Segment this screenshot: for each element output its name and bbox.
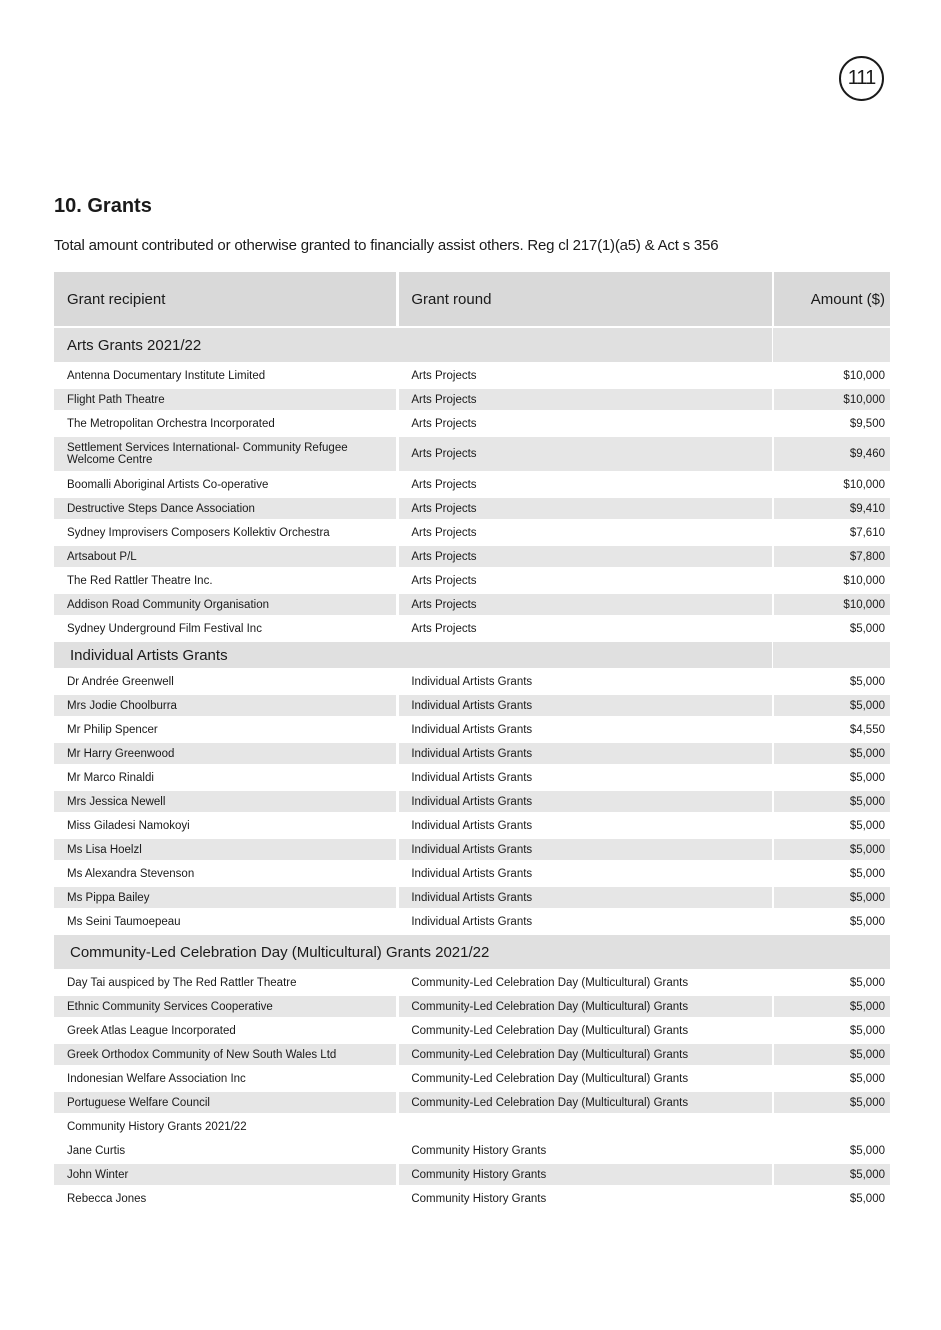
grant-round-cell: Arts Projects: [399, 365, 771, 386]
recipient-cell: Artsabout P/L: [54, 546, 396, 567]
table-row: [54, 1068, 890, 1089]
grant-round-cell: Community-Led Celebration Day (Multicultural) Grants: [399, 972, 771, 993]
amount-cell: $10,000: [774, 389, 890, 410]
table-row: [54, 972, 890, 993]
amount-cell: $9,410: [774, 498, 890, 519]
grant-round-cell: Community-Led Celebration Day (Multicultural) Grants: [399, 1020, 771, 1041]
table-row: [54, 1164, 890, 1185]
grant-round-cell: Individual Artists Grants: [399, 839, 771, 860]
grant-round-cell: Individual Artists Grants: [399, 887, 771, 908]
grant-round-cell: Individual Artists Grants: [399, 791, 771, 812]
section-amount-blank: [773, 642, 890, 668]
table-row: [54, 570, 890, 591]
amount-cell: $5,000: [774, 972, 890, 993]
recipient-cell: Portuguese Welfare Council: [54, 1092, 396, 1113]
section-row-community: [54, 935, 890, 969]
recipient-cell: Sydney Improvisers Composers Kollektiv Orchestra: [54, 522, 396, 543]
recipient-cell: Miss Giladesi Namokoyi: [54, 815, 396, 836]
amount-cell: $5,000: [774, 887, 890, 908]
table-row: [54, 863, 890, 884]
amount-cell: $5,000: [774, 1092, 890, 1113]
table-row: [54, 1020, 890, 1041]
table-row: [54, 671, 890, 692]
amount-cell: $7,610: [774, 522, 890, 543]
section-row-arts: [54, 328, 890, 362]
table-row: [54, 996, 890, 1017]
grant-round-cell: Community-Led Celebration Day (Multicultural) Grants: [399, 1068, 771, 1089]
amount-cell: $5,000: [774, 1164, 890, 1185]
amount-cell: $5,000: [774, 671, 890, 692]
page-number: 111: [847, 67, 876, 89]
amount-cell: $5,000: [774, 911, 890, 932]
section-description: Total amount contributed or otherwise granted to financially assist others. Reg cl 217(1)(a5) & Act s 356: [54, 237, 719, 254]
amount-cell: $5,000: [774, 1188, 890, 1209]
recipient-cell: Mr Marco Rinaldi: [54, 767, 396, 788]
grant-round-cell: Individual Artists Grants: [399, 719, 771, 740]
grant-round-cell: Arts Projects: [399, 618, 771, 639]
recipient-cell: Jane Curtis: [54, 1140, 396, 1161]
amount-cell: $5,000: [774, 695, 890, 716]
header-grant-recipient: Grant recipient: [54, 272, 396, 326]
grant-round-cell: Arts Projects: [399, 570, 771, 591]
recipient-cell: The Metropolitan Orchestra Incorporated: [54, 413, 396, 434]
recipient-cell: Greek Atlas League Incorporated: [54, 1020, 396, 1041]
recipient-cell: Greek Orthodox Community of New South Wales Ltd: [54, 1044, 396, 1065]
grant-round-cell: Community History Grants: [399, 1188, 771, 1209]
grant-round-cell: Community History Grants: [399, 1140, 771, 1161]
table-row: [54, 695, 890, 716]
recipient-cell: Boomalli Aboriginal Artists Co-operative: [54, 474, 396, 495]
amount-cell: $5,000: [774, 767, 890, 788]
table-row: [54, 413, 890, 434]
amount-cell: $7,800: [774, 546, 890, 567]
grant-round-cell: Arts Projects: [399, 522, 771, 543]
recipient-cell: The Red Rattler Theatre Inc.: [54, 570, 396, 591]
recipient-cell: Addison Road Community Organisation: [54, 594, 396, 615]
section-title: Community-Led Celebration Day (Multicultural) Grants 2021/22: [54, 935, 890, 969]
amount-cell: $5,000: [774, 863, 890, 884]
amount-cell: $5,000: [774, 1068, 890, 1089]
grant-round-cell: Arts Projects: [399, 413, 771, 434]
amount-cell: $10,000: [774, 570, 890, 591]
table-row: [54, 887, 890, 908]
section-title: Arts Grants 2021/22: [54, 328, 772, 362]
recipient-cell: Destructive Steps Dance Association: [54, 498, 396, 519]
table-row: [54, 618, 890, 639]
table-row: [54, 791, 890, 812]
header-amount: Amount ($): [774, 272, 890, 326]
table-row: [54, 594, 890, 615]
recipient-cell: Ms Seini Taumoepeau: [54, 911, 396, 932]
table-row: [54, 743, 890, 764]
amount-cell: $5,000: [774, 743, 890, 764]
recipient-cell: Dr Andrée Greenwell: [54, 671, 396, 692]
amount-cell: $9,460: [774, 437, 890, 471]
recipient-cell: Ms Alexandra Stevenson: [54, 863, 396, 884]
grant-round-cell: Individual Artists Grants: [399, 863, 771, 884]
amount-cell: $5,000: [774, 815, 890, 836]
section-title: Community History Grants 2021/22: [54, 1116, 890, 1137]
recipient-cell: Ms Lisa Hoelzl: [54, 839, 396, 860]
grant-round-cell: Community-Led Celebration Day (Multicultural) Grants: [399, 1092, 771, 1113]
grants-table: [54, 272, 890, 1209]
amount-cell: $5,000: [774, 1044, 890, 1065]
section-heading: 10. Grants: [54, 195, 152, 217]
section-amount-blank: [773, 328, 890, 362]
table-row: [54, 911, 890, 932]
grant-round-cell: Arts Projects: [399, 437, 771, 471]
table-row: [54, 522, 890, 543]
amount-cell: $5,000: [774, 1140, 890, 1161]
table-row: [54, 474, 890, 495]
grant-round-cell: Individual Artists Grants: [399, 695, 771, 716]
recipient-cell: Ethnic Community Services Cooperative: [54, 996, 396, 1017]
recipient-cell: Mrs Jodie Choolburra: [54, 695, 396, 716]
recipient-cell: Indonesian Welfare Association Inc: [54, 1068, 396, 1089]
grant-round-cell: Community-Led Celebration Day (Multicultural) Grants: [399, 996, 771, 1017]
amount-cell: $5,000: [774, 996, 890, 1017]
section-row-history: [54, 1116, 890, 1137]
table-row: [54, 498, 890, 519]
grant-round-cell: Arts Projects: [399, 389, 771, 410]
table-row: [54, 767, 890, 788]
table-header-row: [54, 272, 890, 326]
recipient-cell: Sydney Underground Film Festival Inc: [54, 618, 396, 639]
table-row: [54, 1188, 890, 1209]
table-row: [54, 389, 890, 410]
table-row: [54, 437, 890, 471]
amount-cell: $9,500: [774, 413, 890, 434]
grant-round-cell: Community History Grants: [399, 1164, 771, 1185]
grant-round-cell: Individual Artists Grants: [399, 671, 771, 692]
recipient-cell: Day Tai auspiced by The Red Rattler Theatre: [54, 972, 396, 993]
amount-cell: $5,000: [774, 618, 890, 639]
table-row: [54, 719, 890, 740]
recipient-cell: Antenna Documentary Institute Limited: [54, 365, 396, 386]
amount-cell: $5,000: [774, 1020, 890, 1041]
grant-round-cell: Individual Artists Grants: [399, 815, 771, 836]
grant-round-cell: Individual Artists Grants: [399, 911, 771, 932]
recipient-cell: John Winter: [54, 1164, 396, 1185]
amount-cell: $10,000: [774, 474, 890, 495]
recipient-cell: Mr Harry Greenwood: [54, 743, 396, 764]
grant-round-cell: Arts Projects: [399, 594, 771, 615]
recipient-cell: Flight Path Theatre: [54, 389, 396, 410]
grant-round-cell: Arts Projects: [399, 498, 771, 519]
table-row: [54, 1092, 890, 1113]
recipient-cell: Settlement Services International- Community Refugee Welcome Centre: [54, 437, 396, 471]
page-number-badge: [839, 56, 884, 101]
header-grant-round: Grant round: [399, 272, 771, 326]
grant-round-cell: Arts Projects: [399, 546, 771, 567]
amount-cell: $5,000: [774, 839, 890, 860]
recipient-cell: Mrs Jessica Newell: [54, 791, 396, 812]
table-row: [54, 815, 890, 836]
table-row: [54, 1140, 890, 1161]
grant-round-cell: Individual Artists Grants: [399, 743, 771, 764]
table-row: [54, 365, 890, 386]
amount-cell: $5,000: [774, 791, 890, 812]
recipient-cell: Rebecca Jones: [54, 1188, 396, 1209]
section-title: Individual Artists Grants: [54, 642, 772, 668]
amount-cell: $10,000: [774, 594, 890, 615]
grant-round-cell: Arts Projects: [399, 474, 771, 495]
recipient-cell: Mr Philip Spencer: [54, 719, 396, 740]
table-body: [54, 328, 890, 1209]
recipient-cell: Ms Pippa Bailey: [54, 887, 396, 908]
amount-cell: $10,000: [774, 365, 890, 386]
table-row: [54, 1044, 890, 1065]
amount-cell: $4,550: [774, 719, 890, 740]
grant-round-cell: Individual Artists Grants: [399, 767, 771, 788]
grant-round-cell: Community-Led Celebration Day (Multicultural) Grants: [399, 1044, 771, 1065]
table-row: [54, 839, 890, 860]
section-row-individual: [54, 642, 890, 668]
table-row: [54, 546, 890, 567]
